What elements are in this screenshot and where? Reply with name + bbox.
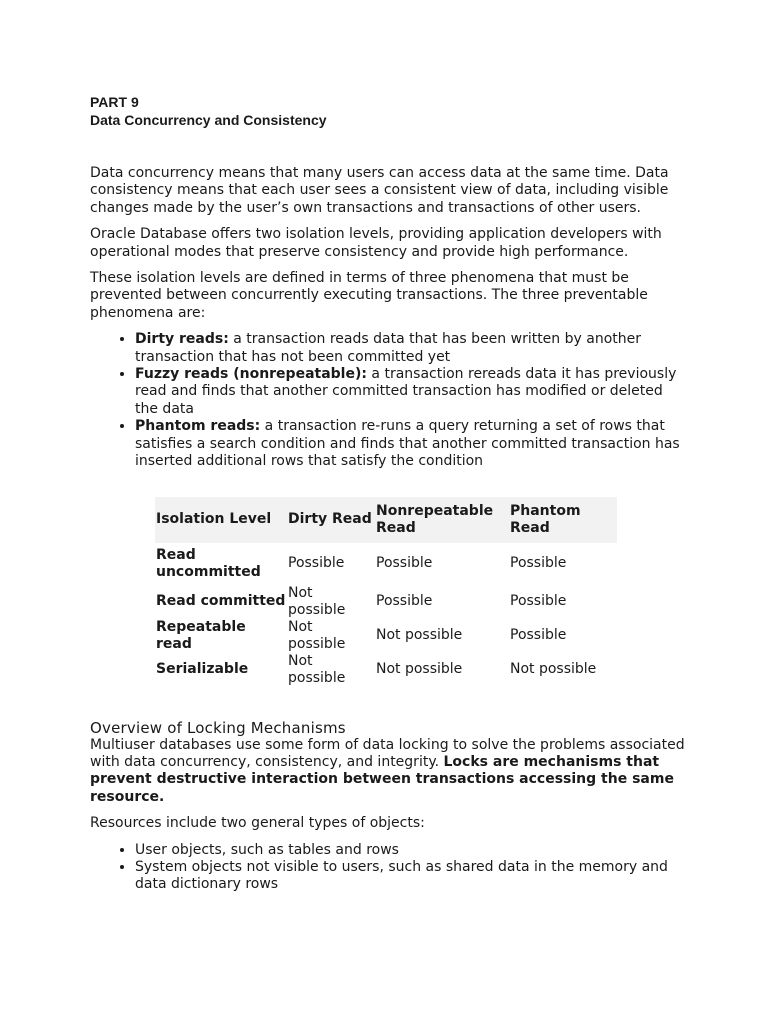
intro-paragraph-3: These isolation levels are defined in terms of three phenomena that must be prevented between concurrently executing transactions. The three preventable phenomena are: [90, 270, 648, 321]
table-cell: Not possible [288, 652, 346, 686]
table-cell: Repeatable read [156, 618, 246, 652]
page-title: Data Concurrency and Consistency [90, 112, 327, 128]
intro-paragraph-2: Oracle Database offers two isolation levels, providing application developers with operational modes that preserve consistency and provide high performance. [90, 226, 662, 260]
term-dirty-reads: Dirty reads: [135, 331, 229, 348]
table-cell: Possible [510, 593, 567, 609]
locking-paragraph-1 [90, 737, 690, 807]
table-row [155, 653, 617, 687]
table-cell: Serializable [156, 661, 249, 677]
term-fuzzy-reads: Fuzzy reads (nonrepeatable): [135, 366, 367, 383]
section-heading-locking: Overview of Locking Mechanisms [90, 718, 346, 737]
list-item: • User objects, such as tables and rows [135, 842, 690, 859]
table-cell: Possible [288, 555, 345, 571]
list-item-phantom-reads [135, 418, 690, 470]
table-row [155, 543, 617, 585]
table-row [155, 619, 617, 653]
part-label: PART 9 [90, 94, 139, 110]
header-isolation-level: Isolation Level [156, 511, 272, 527]
table-cell: Possible [376, 555, 433, 571]
table-cell: Not possible [376, 661, 463, 677]
intro-paragraph-1: Data concurrency means that many users can access data at the same time. Data consistency means that each user sees a consistent view of data, including visible changes made by the user’s own transactions and transactions of other users. [90, 165, 669, 216]
desc-fuzzy-reads: a transaction rereads data it has previously read and finds that another committed transaction has modified or deleted the data [135, 366, 677, 417]
header-dirty-read: Dirty Read [288, 511, 372, 527]
list-item: • System objects not visible to users, such as shared data in the memory and data dictionary rows [135, 859, 690, 894]
table-cell: Possible [510, 555, 567, 571]
list-item-dirty-reads [135, 331, 690, 366]
document-page [90, 93, 690, 894]
table-cell: Read uncommitted [156, 546, 261, 580]
term-phantom-reads: Phantom reads: [135, 418, 261, 435]
table-cell: Possible [510, 627, 567, 643]
locking-paragraph-1-text: Multiuser databases use some form of data locking to solve the problems associated with data concurrency, consistency, and integrity. [90, 736, 685, 770]
locking-paragraph-1-bold: Locks are mechanisms that prevent destructive interaction between transactions accessing the same resource. [90, 753, 674, 805]
header-phantom-read: Phantom Read [510, 502, 581, 536]
table-cell: Not possible [510, 661, 597, 677]
desc-phantom-reads: a transaction re-runs a query returning a set of rows that satisfies a search condition and finds that another committed transaction has inserted additional rows that satisfy the condition [135, 418, 680, 470]
object-types-list [90, 842, 690, 894]
table-cell: Not possible [376, 627, 463, 643]
isolation-levels-table [155, 497, 617, 687]
list-item-fuzzy-reads [135, 366, 690, 418]
table-cell: Possible [376, 593, 433, 609]
table-cell: Read committed [156, 593, 286, 609]
phenomena-list [90, 331, 690, 470]
table-header-row [155, 497, 617, 543]
locking-paragraph-2: Resources include two general types of objects: [90, 815, 425, 832]
header-nonrepeatable-read: Nonrepeatable Read [376, 502, 494, 536]
table-row [155, 585, 617, 619]
table-cell: Not possible [288, 584, 346, 618]
desc-dirty-reads: a transaction reads data that has been written by another transaction that has not been committed yet [135, 331, 641, 365]
table-cell: Not possible [288, 618, 346, 652]
